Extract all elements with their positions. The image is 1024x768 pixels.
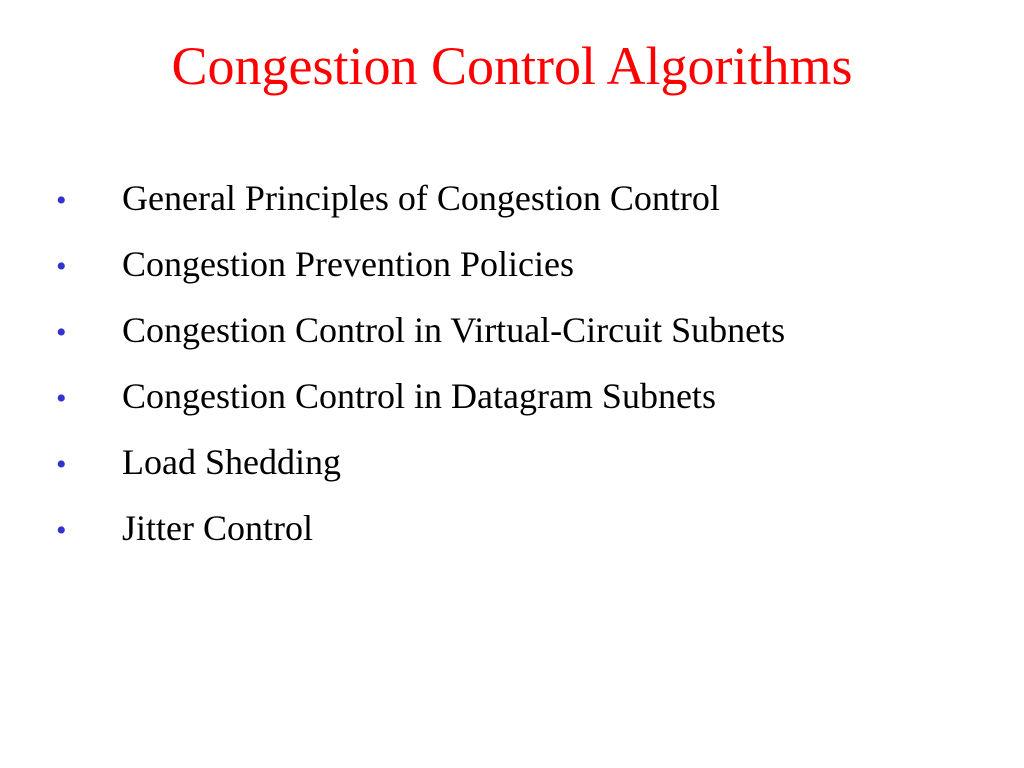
bullet-text: Jitter Control bbox=[122, 508, 313, 548]
bullet-list bbox=[56, 168, 785, 564]
bullet-text: Congestion Prevention Policies bbox=[122, 244, 574, 284]
list-item bbox=[56, 366, 785, 432]
bullet-icon: • bbox=[56, 448, 67, 481]
list-item bbox=[56, 432, 785, 498]
bullet-text: General Principles of Congestion Control bbox=[122, 178, 720, 218]
bullet-icon: • bbox=[56, 250, 67, 283]
bullet-icon: • bbox=[56, 382, 67, 415]
list-item bbox=[56, 300, 785, 366]
slide-title: Congestion Control Algorithms bbox=[171, 36, 853, 96]
bullet-text: Load Shedding bbox=[122, 442, 341, 482]
bullet-icon: • bbox=[56, 316, 67, 349]
bullet-icon: • bbox=[56, 184, 67, 217]
bullet-text: Congestion Control in Datagram Subnets bbox=[122, 376, 716, 416]
bullet-icon: • bbox=[56, 514, 67, 547]
bullet-text: Congestion Control in Virtual-Circuit Subnets bbox=[122, 310, 786, 350]
list-item bbox=[56, 498, 785, 564]
list-item bbox=[56, 234, 785, 300]
list-item bbox=[56, 168, 785, 234]
